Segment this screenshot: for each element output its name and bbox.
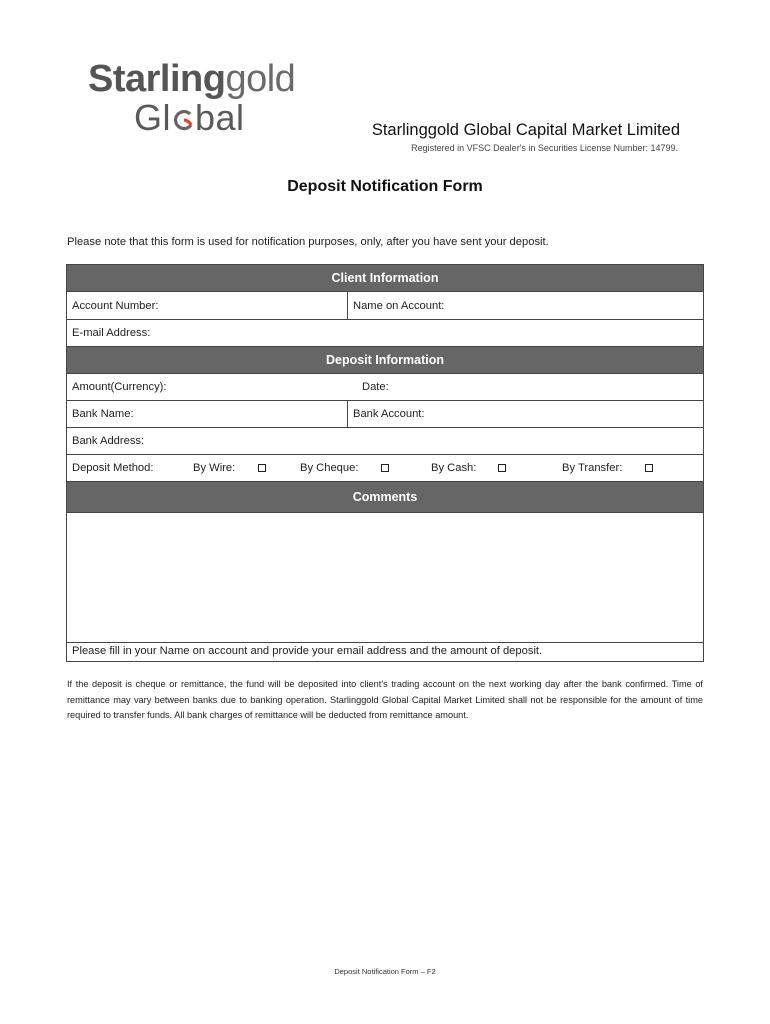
- bank-name-field[interactable]: Bank Name:: [67, 401, 348, 427]
- comments-instruction: Please fill in your Name on account and provide your email address and the amount of deposit.: [72, 645, 543, 657]
- by-wire-checkbox[interactable]: [258, 464, 266, 472]
- bank-address-row: [67, 428, 703, 455]
- deposit-method-label: Deposit Method:: [72, 462, 154, 474]
- date-field[interactable]: Date:: [362, 381, 389, 393]
- page-footer: Deposit Notification Form – F2: [334, 967, 436, 976]
- logo-line-1: Starlinggold: [88, 58, 296, 100]
- account-row: [67, 292, 703, 320]
- amount-field[interactable]: Amount(Currency):: [72, 381, 167, 393]
- name-on-account-field[interactable]: Name on Account:: [353, 299, 445, 312]
- by-transfer-checkbox[interactable]: [645, 464, 653, 472]
- amount-row: [67, 374, 703, 401]
- by-cash-label: By Cash:: [431, 462, 477, 474]
- deposit-information-header: Deposit Information: [67, 347, 703, 374]
- client-information-header: Client Information: [67, 265, 703, 292]
- by-cheque-label: By Cheque:: [300, 462, 359, 474]
- deposit-method-row: [67, 455, 703, 482]
- comments-header: Comments: [67, 482, 703, 513]
- comments-textarea[interactable]: [67, 513, 703, 643]
- by-cash-checkbox[interactable]: [498, 464, 506, 472]
- account-number-field[interactable]: Account Number:: [67, 292, 348, 319]
- license-text: Registered in VFSC Dealer's in Securities License Number: 14799.: [411, 143, 678, 153]
- form-title: Deposit Notification Form: [287, 178, 483, 195]
- logo-line-2: Gl bal: [134, 97, 245, 138]
- bank-address-field[interactable]: Bank Address:: [72, 435, 145, 447]
- logo-o-swirl-icon: [172, 108, 194, 132]
- company-logo: [88, 58, 298, 140]
- by-transfer-label: By Transfer:: [562, 462, 623, 474]
- company-name: Starlinggold Global Capital Market Limited: [371, 121, 680, 139]
- email-field[interactable]: E-mail Address:: [72, 327, 151, 339]
- bank-account-field[interactable]: Bank Account:: [353, 408, 425, 420]
- bank-row: [67, 401, 703, 428]
- email-row: [67, 320, 703, 347]
- form-note: Please note that this form is used for notification purposes, only, after you have sent your deposit.: [67, 236, 549, 248]
- by-wire-label: By Wire:: [193, 462, 236, 474]
- by-cheque-checkbox[interactable]: [381, 464, 389, 472]
- form-table: [66, 264, 704, 662]
- disclaimer-paragraph: If the deposit is cheque or remittance, the fund will be deposited into client's trading account on the next working day after the bank confirmed. Time of remittance may vary between banks due to banking operation. Starlinggold Global Capital Market Limited shall not be responsible for the amount of time required to transfer funds. All bank charges of remittance will be deducted from remittance amount.: [67, 679, 703, 720]
